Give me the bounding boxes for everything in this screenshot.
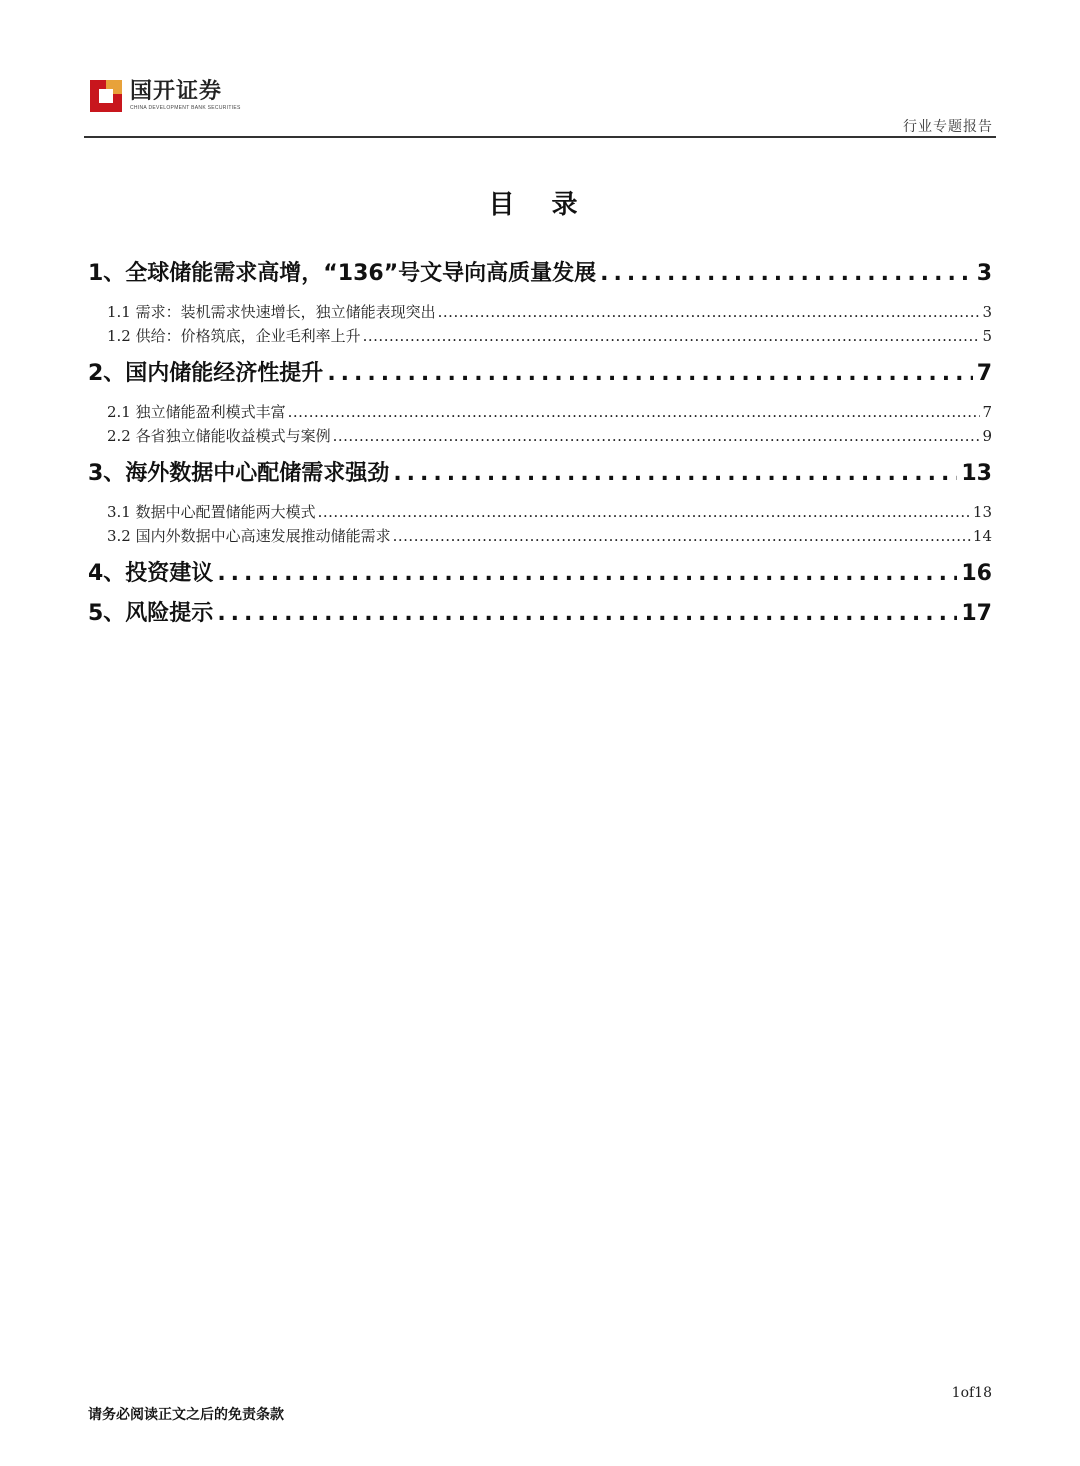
toc-entry-title: 4、投资建议: [88, 561, 214, 586]
toc-entry-2[interactable]: [88, 354, 992, 394]
toc-entry-page: 13: [972, 503, 992, 521]
toc-leader-dots: [438, 300, 981, 324]
toc-entry-page: 14: [972, 527, 992, 545]
toc-entry-1[interactable]: [88, 254, 992, 294]
toc-entry-3-1[interactable]: [88, 500, 992, 524]
toc-entry-title: 3.1 数据中心配置储能两大模式: [107, 503, 316, 521]
toc-leader-dots: [318, 500, 971, 524]
toc-leader-dots: [217, 554, 957, 594]
toc-leader-dots: [217, 594, 957, 634]
toc-entry-title: 1.2 供给：价格筑底，企业毛利率上升: [107, 327, 361, 345]
toc-leader-dots: [333, 424, 981, 448]
brand-name-en: CHINA DEVELOPMENT BANK SECURITIES: [130, 105, 241, 111]
brand-logo-icon: [90, 80, 122, 112]
toc-entry-1-2[interactable]: [88, 324, 992, 348]
toc-entry-1-1[interactable]: [88, 300, 992, 324]
toc-entry-2-2[interactable]: [88, 424, 992, 448]
toc-entry-4[interactable]: [88, 554, 992, 594]
page-indicator: 1of18: [951, 1385, 992, 1401]
toc-entry-5[interactable]: [88, 594, 992, 634]
toc-leader-dots: [288, 400, 981, 424]
toc-entry-page: 16: [961, 561, 992, 586]
toc-entry-3[interactable]: [88, 454, 992, 494]
toc-entry-page: 13: [961, 461, 992, 486]
toc-leader-dots: [363, 324, 981, 348]
toc-entry-title: 3、海外数据中心配储需求强劲: [88, 461, 390, 486]
toc-title: 目 录: [488, 190, 592, 220]
report-type: 行业专题报告: [903, 119, 993, 135]
toc-entry-title: 5、风险提示: [88, 601, 214, 626]
toc-entry-3-2[interactable]: [88, 524, 992, 548]
table-of-contents: [88, 254, 992, 634]
disclaimer-text: 请务必阅读正文之后的免责条款: [88, 1407, 284, 1423]
toc-entry-page: 9: [982, 427, 992, 445]
toc-leader-dots: [327, 354, 972, 394]
header-divider: [84, 136, 996, 138]
brand-logo-text: [130, 80, 241, 112]
toc-entry-page: 7: [982, 403, 992, 421]
toc-leader-dots: [393, 454, 957, 494]
toc-entry-page: 7: [976, 361, 992, 386]
toc-entry-page: 3: [976, 261, 992, 286]
toc-entry-title: 2.2 各省独立储能收益模式与案例: [107, 427, 331, 445]
toc-entry-title: 2.1 独立储能盈利模式丰富: [107, 403, 286, 421]
brand-logo: [90, 80, 241, 112]
toc-leader-dots: [600, 254, 973, 294]
toc-entry-page: 3: [982, 303, 992, 321]
toc-entry-title: 1.1 需求：装机需求快速增长，独立储能表现突出: [107, 303, 436, 321]
toc-entry-page: 5: [982, 327, 992, 345]
toc-entry-2-1[interactable]: [88, 400, 992, 424]
brand-name-cn: 国开证券: [130, 79, 223, 104]
toc-entry-title: 1、全球储能需求高增，“136”号文导向高质量发展: [88, 261, 597, 286]
toc-entry-title: 3.2 国内外数据中心高速发展推动储能需求: [107, 527, 391, 545]
toc-entry-page: 17: [961, 601, 992, 626]
toc-entry-title: 2、国内储能经济性提升: [88, 361, 324, 386]
toc-leader-dots: [393, 524, 971, 548]
